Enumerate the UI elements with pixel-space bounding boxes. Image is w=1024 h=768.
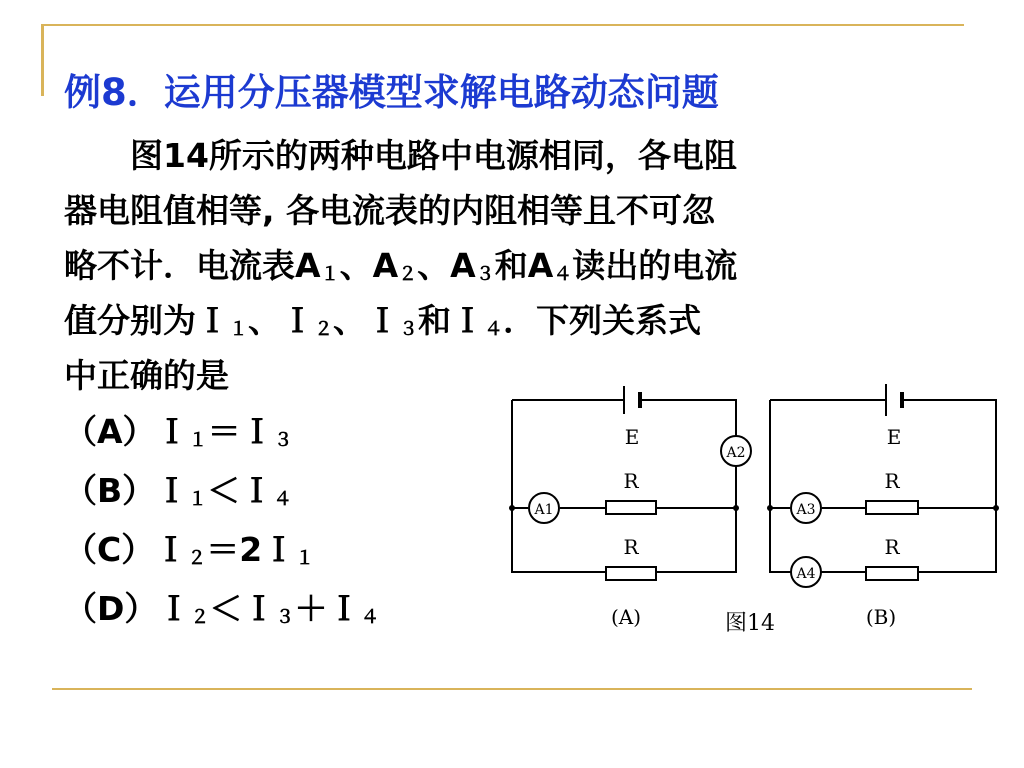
resistor-bottom [606,567,656,580]
answer-options [64,402,379,638]
subscript: ４ [484,318,504,340]
option-label: （D） [64,589,158,628]
figure-label: 图14 [725,611,775,636]
text-segment: ＝Ｉ [207,412,274,451]
source-label: E [886,425,902,449]
caption-b: (B) [865,605,897,629]
text-segment: 、A [339,246,399,285]
text-segment: ＝2Ｉ [206,530,296,569]
source-label: E [624,425,640,449]
text-segment: Ｉ [155,412,189,451]
subscript: ２ [314,318,334,340]
subscript: ４ [553,263,573,285]
resistor-label: R [884,535,900,559]
subscript: １ [188,429,208,451]
resistor-label: R [884,469,900,493]
circuit-b-wires [770,400,996,572]
subscript: １ [320,263,340,285]
text-segment: ＜Ｉ [207,471,274,510]
left-accent-rule [41,24,44,96]
caption-a: (A) [610,605,642,629]
resistor-bottom [866,567,918,580]
meter-label: A3 [796,502,816,518]
resistor-top [606,501,656,514]
circuit-b-labels [725,425,901,636]
text-segment: 读出的电流 [572,246,738,285]
text-segment: 和A [494,246,554,285]
resistor-top [866,501,918,514]
text-segment: 值分别为Ｉ [64,301,229,340]
option-c [64,520,379,579]
resistor-label: R [623,469,639,493]
node-dot [733,505,739,511]
subscript: １ [229,318,249,340]
subscript: １ [295,547,315,569]
paragraph-line [64,183,964,238]
circuit-figure-14 [500,372,1010,642]
subscript: ２ [187,547,207,569]
node-dot [767,505,773,511]
node-dot [993,505,999,511]
meter-label: A1 [534,502,554,518]
resistor-label: R [623,535,639,559]
text-segment: ＋Ｉ [294,589,361,628]
option-label: （A） [64,412,156,451]
text-segment: 、Ｉ [248,301,315,340]
paragraph-line [64,238,964,293]
subscript: ３ [275,606,295,628]
paragraph-line [64,293,964,348]
text-segment: ．下列关系式 [503,301,702,340]
meter-label: A2 [726,445,746,461]
option-label: （B） [64,471,156,510]
option-label: （C） [64,530,155,569]
text-segment: 中正确的是 [64,356,229,395]
text-segment: Ｉ [154,530,188,569]
top-rule [44,24,964,26]
text-segment: Ｉ [155,471,189,510]
paragraph-line [64,128,964,183]
text-segment: 、Ｉ [333,301,400,340]
text-segment: 、A [417,246,476,285]
text-segment: 图14所示的两种电路中电源相同，各电阻 [64,136,737,175]
circuit-b [770,384,996,587]
subscript: １ [188,488,208,510]
node-dot [509,505,515,511]
slide-title: 例8．运用分压器模型求解电路动态问题 [64,71,719,114]
subscript: ２ [190,606,210,628]
subscript: ３ [399,318,419,340]
text-segment: 略不计．电流表A [64,246,321,285]
option-b [64,461,379,520]
subscript: ４ [360,606,380,628]
text-segment: Ｉ [157,589,191,628]
text-segment: 和Ｉ [418,301,485,340]
text-segment: 器电阻值相等, 各电流表的内阻相等且不可忽 [64,191,716,230]
subscript: ４ [273,488,293,510]
subscript: ３ [475,263,495,285]
bottom-rule [52,688,972,690]
circuit-a-labels [533,425,745,629]
option-a [64,402,379,461]
problem-paragraph [64,128,964,403]
meter-label: A4 [796,566,816,582]
subscript: ２ [398,263,418,285]
option-d [64,579,379,638]
text-segment: ＜Ｉ [209,589,276,628]
subscript: ３ [273,429,293,451]
